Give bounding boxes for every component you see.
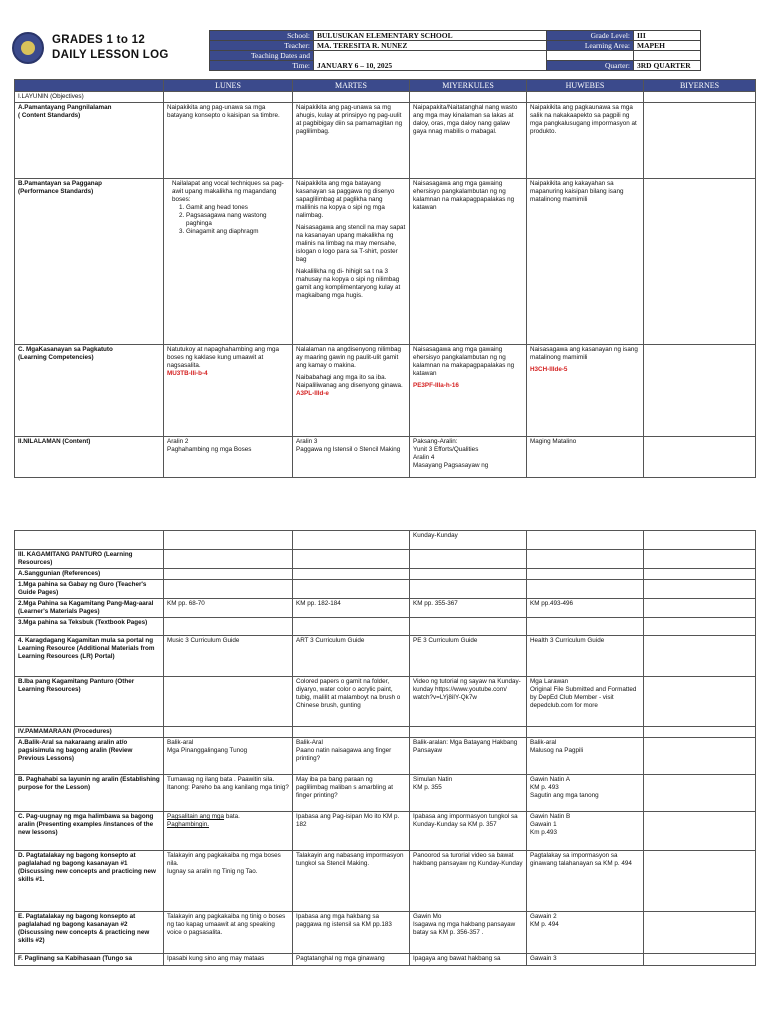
school-label: School:	[210, 31, 314, 41]
other-resources-martes: Colored papers o gamit na folder, diyaryo, water color o acrylic paint, tubig, malilit at malamboyt na brush o Chinese brush, gunting	[293, 677, 410, 727]
performance-martes-1: Naipakikita ang mga batayang kasanayan sa paggawa ng disenyo sapaglilimbag at paglikha nang malilinis na kopya o sipi ng mga nalimbag.	[296, 180, 395, 219]
discussion-2-label: E. Pagtatalakay ng bagong konsepto at paglalahad ng bagong kasanayan #2 (Discussing new concepts & practicing new skills #2)	[15, 912, 164, 954]
day-header-miyerkules: MIYERKULES	[410, 80, 527, 92]
discussion-1-martes: Talakayin ang nabasang impormasyon tungkol sa Stencil Making.	[293, 851, 410, 912]
discussion-2-huwebes: Gawain 2 KM p. 494	[527, 912, 644, 954]
quarter-label: Quarter:	[547, 61, 634, 71]
list-item: 2. Pagsasagawa nang wastong paghinga	[186, 212, 289, 228]
content-lunes: Aralin 2 Paghahambing ng mga Boses	[164, 437, 293, 478]
document-title	[52, 33, 169, 63]
discussion-1-miyerkules: Panoorod sa turorial video sa bawat hakbang pansayaw ng Kunday-Kunday	[410, 851, 527, 912]
vocal-techniques-list	[172, 204, 289, 236]
competencies-huwebes	[527, 345, 644, 437]
content-martes: Aralin 3 Paggawa ng Istensil o Stencil Making	[293, 437, 410, 478]
competencies-huwebes-text: Naisasagawa ang kasanayan ng isang matalinong mamimili	[530, 346, 638, 361]
dates-label: Teaching Dates and	[210, 51, 314, 61]
examples-miyerkules: Ipabasa ang impormasyon tungkol sa Kunday-Kunday sa KM p. 357	[410, 812, 527, 851]
competency-code-lunes: MU3TB-IIi-b-4	[167, 370, 208, 377]
learning-resources-heading: III. KAGAMITANG PANTURO (Learning Resources)	[15, 550, 164, 569]
lm-pages-lunes: KM pp. 68-70	[164, 599, 293, 618]
day-header-biyernes: BIYERNES	[644, 80, 756, 92]
competency-code-miyerkules: PE3PF-IIIa-h-16	[413, 382, 459, 389]
content-standards-martes: Naipakikita ang pag-unawa sa mg ahugis, kulay at prinsipyo ng pag-uulit at pagbibigay diin sa pamamagitan ng paglilimbag.	[293, 103, 410, 179]
list-item: 3. Ginagamit ang diaphragm	[186, 228, 289, 236]
examples-label: C. Pag-uugnay ng mga halimbawa sa bagong aralin (Presenting examples /instances of the new lessons)	[15, 812, 164, 851]
school-value: BULUSUKAN ELEMENTARY SCHOOL	[314, 31, 547, 41]
performance-standards-label: B.Pamantayan sa Pagganap (Performance Standards)	[15, 179, 164, 345]
review-martes: Balik-Aral Paano natin naisagawa ang finger printing?	[293, 738, 410, 775]
lesson-table-page-1	[14, 79, 756, 478]
discussion-2-miyerkules: Gawin Mo Isagawa ng mga hakbang pansayaw batay sa KM p. 356-357 .	[410, 912, 527, 954]
lesson-table-page-2	[14, 530, 756, 966]
examples-lunes	[164, 812, 293, 851]
lr-portal-label: 4. Karagdagang Kagamitan mula sa portal ng Learning Resource (Additional Materials from Learning Resources (LR) Portal)	[15, 636, 164, 677]
competencies-miyerkules-text: Naisasagawa ang mga gawaing ehersisyo pangkalambutan ng ng kalamnan na makapagpapalakas ng katawan	[413, 346, 515, 377]
content-label: II.NILALAMAN (Content)	[15, 437, 164, 478]
discussion-2-martes: Ipabasa ang mga hakbang sa paggawa ng istensil sa KM pp.183	[293, 912, 410, 954]
purpose-miyerkules: Simulan Natin KM p. 355	[410, 775, 527, 812]
header-info-table	[209, 30, 701, 71]
references-label: A.Sanggunian (References)	[15, 569, 164, 580]
teachers-guide-label: 1.Mga pahina sa Gabay ng Guro (Teacher's Guide Pages)	[15, 580, 164, 599]
area-value: MAPEH	[634, 41, 701, 51]
discussion-1-huwebes: Pagtalakay sa impormasyon sa ginawang talahanayan sa KM p. 494	[527, 851, 644, 912]
examples-lunes-2: bata.	[225, 813, 240, 820]
teacher-label: Teacher:	[210, 41, 314, 51]
lm-pages-martes: KM pp. 182-184	[293, 599, 410, 618]
purpose-lunes: Tumawag ng ilang bata . Paawitin sila. Itanong: Pareho ba ang kanilang mga tinig?	[164, 775, 293, 812]
content-standards-lunes: Naipakikita ang pag-unawa sa mga batayang konsepto o kaisipan sa timbre.	[164, 103, 293, 179]
quarter-value: 3RD QUARTER	[634, 61, 701, 71]
other-resources-miyerkules: Video ng tutorial ng sayaw na Kunday-kunday https://www.youtube.com/ watch?v=LYj8iIY-Qk7w	[410, 677, 527, 727]
other-resources-label: B.Iba pang Kagamitang Panturo (Other Learning Resources)	[15, 677, 164, 727]
day-header-huwebes: HUWEBES	[527, 80, 644, 92]
lr-portal-miyerkules: PE 3 Curriculum Guide	[410, 636, 527, 677]
examples-lunes-3: Paghambingin.	[167, 821, 210, 828]
purpose-martes: May iba pa bang paraan ng paglilimbag maliban s amarbling at finger printing?	[293, 775, 410, 812]
header-blank	[15, 80, 164, 92]
teacher-value: MA. TERESITA R. NUNEZ	[314, 41, 547, 51]
other-resources-huwebes: Mga Larawan Original File Submitted and Formatted by DepEd Club Member - visit depedclub.com for more	[527, 677, 644, 727]
content-standards-label: A.Pamantayang Pangnilalaman ( Content Standards)	[15, 103, 164, 179]
content-miyerkules: Paksang-Aralin: Yunit 3 Efforts/Qualities Aralin 4 Masayang Pagsasayaw ng	[410, 437, 527, 478]
purpose-label: B. Paghahabi sa layunin ng aralin (Establishing purpose for the Lesson)	[15, 775, 164, 812]
review-huwebes: Balik-aral Malusog na Pagpili	[527, 738, 644, 775]
title-line-1: GRADES 1 to 12	[52, 34, 146, 46]
procedures-heading: IV.PAMAMARAAN (Procedures)	[15, 727, 164, 738]
lm-pages-huwebes: KM pp.493-496	[527, 599, 644, 618]
examples-huwebes: Gawin Natin B Gawain 1 Km p.493	[527, 812, 644, 851]
performance-standards-miyerkules: Naisasagawa ang mga gawaing ehersisyo pangkalambutan ng ng kalamnan na makapagpapalakas ng katawan	[410, 179, 527, 345]
day-header-lunes: LUNES	[164, 80, 293, 92]
performance-standards-martes	[293, 179, 410, 345]
review-lunes: Balik-aral Mga Pinanggalingang Tunog	[164, 738, 293, 775]
blank-cell	[547, 51, 634, 61]
performance-martes-3: Nakalilikha ng di- hihigit sa t na 3 mahusay na kopya o sipi ng nilimbag gamit ang komplimentaryong kulay at magkaibang mga hugis.	[296, 268, 401, 299]
lm-pages-miyerkules: KM pp. 355-367	[410, 599, 527, 618]
title-line-2: DAILY LESSON LOG	[52, 49, 169, 61]
blank-cell	[634, 51, 701, 61]
list-item: 1. Gamit ang head tones	[186, 204, 289, 212]
mastery-label: F. Paglinang sa Kabihasaan (Tungo sa	[15, 954, 164, 966]
competencies-lunes	[164, 345, 293, 437]
mastery-huwebes: Gawain 3	[527, 954, 644, 966]
dates-value: JANUARY 6 – 10, 2025	[314, 51, 547, 71]
day-header-martes: MARTES	[293, 80, 410, 92]
time-label: Time:	[210, 61, 314, 71]
grade-value: III	[634, 31, 701, 41]
textbook-pages-label: 3.Mga pahina sa Teksbuk (Textbook Pages)	[15, 618, 164, 636]
competency-code-huwebes: H3CH-IIIde-5	[530, 366, 568, 373]
discussion-2-lunes: Talakayin ang pagkakaiba ng tinig o boses ng tao kapag umaawit at ang speaking voice o pagsasalita.	[164, 912, 293, 954]
competencies-martes	[293, 345, 410, 437]
competencies-lunes-text: Natutukoy at napaghahambing ang mga boses ng kaklase kung umaawit at nagsasalita.	[167, 346, 280, 369]
examples-martes: Ipabasa ang Pag-isipan Mo ito KM p. 182	[293, 812, 410, 851]
purpose-huwebes: Gawin Natin A KM p. 493 Sagutin ang mga tanong	[527, 775, 644, 812]
lr-portal-huwebes: Health 3 Curriculum Guide	[527, 636, 644, 677]
mastery-miyerkules: Ipagaya ang bawat hakbang sa	[410, 954, 527, 966]
content-miyerkules-continued: Kunday-Kunday	[410, 531, 527, 550]
competency-code-martes: A3PL-IIId-e	[296, 390, 329, 397]
review-label: A.Balik-Aral sa nakaraang aralin at/o pagsisimula ng bagong aralin (Review Previous Lessons)	[15, 738, 164, 775]
competencies-miyerkules	[410, 345, 527, 437]
discussion-1-label: D. Pagtatalakay ng bagong konsepto at paglalahad ng bagong kasanayan #1 (Discussing new concepts and practicing new skills #1.	[15, 851, 164, 912]
mastery-lunes: Ipasabi kung sino ang may mataas	[164, 954, 293, 966]
examples-lunes-1: Pagsalitain ang mga	[167, 813, 225, 820]
lr-portal-martes: ART 3 Curriculum Guide	[293, 636, 410, 677]
content-huwebes: Maging Matalino	[527, 437, 644, 478]
area-label: Learning Area:	[547, 41, 634, 51]
performance-lunes-intro: Nailalapat ang vocal techniques sa pag-awit upang makalikha ng magandang boses:	[172, 180, 284, 203]
learning-competencies-label: C. MgaKasanayan sa Pagkatuto (Learning Competencies)	[15, 345, 164, 437]
content-standards-huwebes: Naipakikita ang pagkaunawa sa mga salik na nakakaapekto sa pagpili ng mga pangkalusugang impormasyon at produkto.	[527, 103, 644, 179]
discussion-1-lunes: Talakayin ang pagkakaiba ng mga boses nila. Iugnay sa aralin ng Tinig ng Tao.	[164, 851, 293, 912]
grade-label: Grade Level:	[547, 31, 634, 41]
performance-standards-huwebes: Naipakikita ang kakayahan sa mapanuring kaisipan bilang isang matalinong mamimili	[527, 179, 644, 345]
competencies-martes-1: Nalalaman na angdisenyong nilimbag ay maaring gawin ng paulit-ulit gamit ang kamay o makina.	[296, 346, 402, 369]
review-miyerkules: Balik-aralan: Mga Batayang Hakbang Pansayaw	[410, 738, 527, 775]
objectives-heading: I.LAYUNIN (Objectives)	[15, 92, 164, 103]
content-standards-miyerkules: Naipapakita/Naitatanghal nang wasto ang mga may kinalaman sa lakas at daloy, oras, mga daloy nang galaw gaya nnag mabilis o mabagal.	[410, 103, 527, 179]
performance-standards-lunes	[164, 179, 293, 345]
learners-materials-label: 2.Mga Pahina sa Kagamitang Pang-Mag-aaral (Learner's Materials Pages)	[15, 599, 164, 618]
mastery-martes: Pagtatanghal ng mga ginawang	[293, 954, 410, 966]
deped-seal-logo	[12, 32, 44, 64]
lr-portal-lunes: Music 3 Curriculum Guide	[164, 636, 293, 677]
competencies-martes-2: Naibabahagi ang mga ito sa iba. Naipaliliwanag ang disenyong ginawa.	[296, 374, 403, 389]
performance-martes-2: Naisasagawa ang stencil na may sapat na kasanayan upang makalikha ng malinis na limbag na may mensahe, islogan o logo para sa T-shirt, poster bag	[296, 224, 406, 263]
